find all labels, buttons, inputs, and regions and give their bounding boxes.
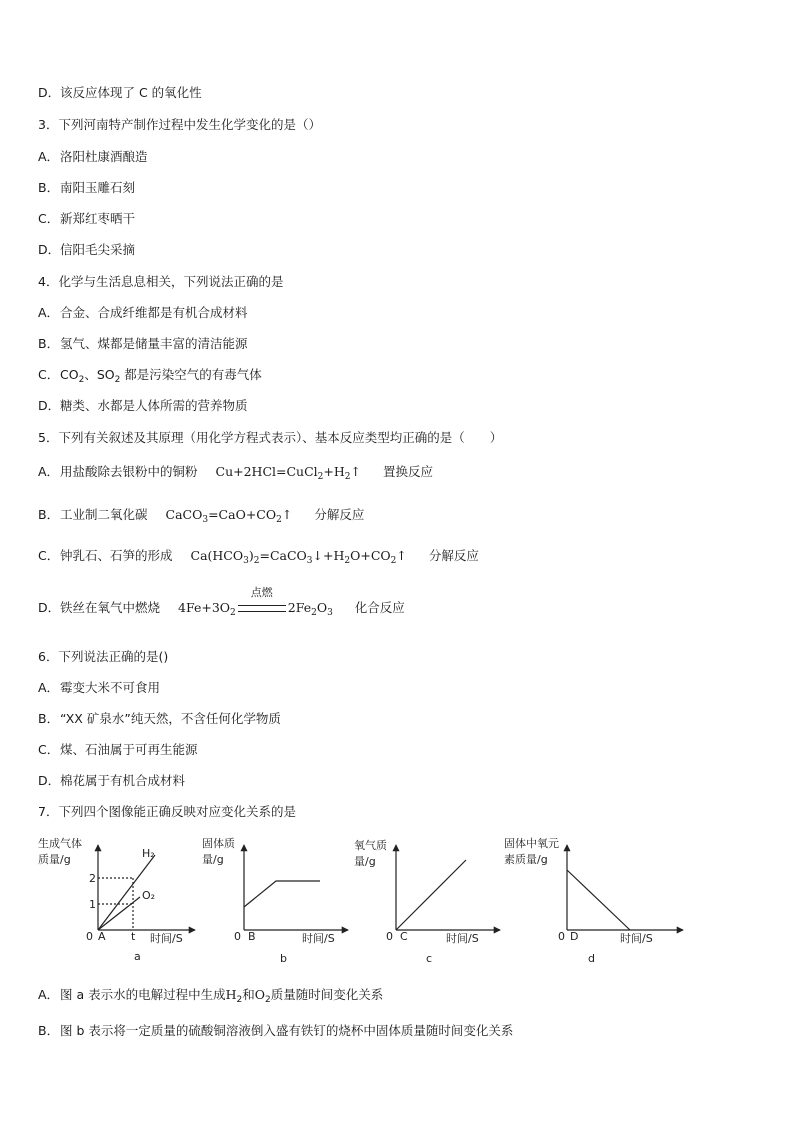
q5-stem: 5．下列有关叙述及其原理（用化学方程式表示）、基本反应类型均正确的是（ ） [38, 430, 503, 445]
o2-mass-line [396, 860, 466, 930]
q2-option-d [38, 83, 202, 101]
option-label: B． [38, 336, 60, 351]
option-text: 洛阳杜康酒酿造 [60, 149, 148, 164]
graph-b [244, 845, 348, 930]
equation-c: $Ca(HCO_3)_2=CaCO_3↓+H_2O+CO_2↑$ [190, 548, 407, 566]
option-text: 图 b 表示将一定质量的硫酸铜溶液倒入盛有铁钉的烧杯中固体质量随时间变化关系 [60, 1023, 514, 1038]
graph-b-ylabel2: 量/g [202, 853, 224, 866]
option-label: A． [38, 987, 60, 1002]
q3-option-a [38, 147, 148, 165]
q7-option-b [38, 1021, 513, 1039]
reaction-type: 分解反应 [428, 548, 479, 563]
option-text: 氢气、煤都是储量丰富的清洁能源 [60, 336, 248, 351]
formula-h: H [225, 987, 237, 1002]
condition-text: 点燃 [250, 586, 273, 599]
option-label: A． [38, 680, 60, 695]
graph-a-origin: 0 [86, 930, 93, 943]
option-label: C． [38, 367, 60, 382]
graph-a-t: t [131, 930, 136, 943]
q5-option-a [38, 462, 433, 482]
double-line [238, 605, 286, 612]
option-text: 棉花属于有机合成材料 [60, 773, 186, 788]
graph-d-caption: d [588, 952, 595, 965]
graph-a-ylabel1: 生成气体 [38, 837, 82, 850]
option-text: 南阳玉雕石刻 [60, 180, 136, 195]
option-label: D． [38, 242, 61, 257]
q6-option-d [38, 771, 185, 789]
reaction-type: 分解反应 [314, 507, 365, 522]
reaction-condition [238, 586, 286, 615]
graph-d [567, 845, 683, 930]
graph-c-origin: 0 [386, 930, 393, 943]
option-desc: 工业制二氧化碳 [60, 507, 148, 522]
q5-option-d [38, 586, 405, 618]
graph-d-origin: 0 [558, 930, 565, 943]
graph-a-o2: O₂ [142, 889, 156, 902]
option-text: 煤、石油属于可再生能源 [60, 742, 198, 757]
q4-option-c [38, 365, 262, 385]
q3-stem: 3．下列河南特产制作过程中发生化学变化的是（） [38, 117, 321, 132]
q6-stem: 6．下列说法正确的是() [38, 649, 169, 664]
option-text: “XX 矿泉水”纯天然，不含任何化学物质 [60, 711, 281, 726]
subscript: 2 [236, 995, 243, 1005]
graph-a-y2: 2 [89, 872, 96, 885]
graph-c [396, 845, 500, 930]
q6-option-b [38, 709, 281, 727]
q3-option-c [38, 209, 135, 227]
option-label: B． [38, 1023, 60, 1038]
graph-b-start: B [248, 930, 256, 943]
option-text: 图 a 表示水的电解过程中生成 [60, 987, 226, 1002]
q4-option-d [38, 396, 248, 414]
graph-c-caption: c [426, 952, 433, 965]
formula-o: O [254, 987, 266, 1002]
option-desc: 用盐酸除去银粉中的铜粉 [60, 464, 198, 479]
option-text: 信阳毛尖采摘 [60, 242, 136, 257]
graph-d-ylabel1: 固体中氧元 [504, 837, 559, 850]
graph-d-ylabel2: 素质量/g [504, 853, 548, 866]
formula-so2: 、SO [84, 367, 115, 382]
subscript: 2 [114, 375, 121, 385]
option-text: 新郑红枣晒干 [60, 211, 136, 226]
graph-b-origin: 0 [234, 930, 241, 943]
option-text: 霉变大米不可食用 [60, 680, 161, 695]
graph-c-start: C [400, 930, 408, 943]
option-label: C． [38, 548, 60, 563]
graph-d-start: D [570, 930, 579, 943]
q7-graphs [30, 825, 690, 970]
option-label: B． [38, 507, 60, 522]
equation-d: $4Fe+3O_2$ 点燃 $2Fe_2O_3$ [178, 586, 333, 618]
graph-a-caption: a [134, 950, 141, 963]
option-text: 合金、合成纤维都是有机合成材料 [60, 305, 248, 320]
option-text: 都是污染空气的有毒气体 [120, 367, 262, 382]
graph-a-h2: H₂ [142, 847, 155, 860]
q5-option-c [38, 546, 479, 566]
option-desc: 钟乳石、石笋的形成 [60, 548, 173, 563]
option-label: D． [38, 85, 61, 100]
graph-a-ylabel2: 质量/g [38, 853, 71, 866]
option-label: B． [38, 711, 60, 726]
reaction-type: 置换反应 [382, 464, 433, 479]
graph-c-ylabel2: 量/g [354, 855, 376, 868]
graph-b-ylabel1: 固体质 [202, 837, 235, 850]
option-label: A． [38, 464, 60, 479]
graph-a-xlabel: 时间/S [150, 932, 183, 945]
equation-b: $CaCO_3=CaO+CO_2↑$ [165, 507, 293, 525]
q4-option-a [38, 303, 248, 321]
mass-line [244, 881, 320, 907]
formula-co2: CO [60, 367, 79, 382]
graph-b-caption: b [280, 952, 287, 965]
option-label: D． [38, 600, 61, 615]
subscript: 2 [78, 375, 85, 385]
option-label: A． [38, 305, 60, 320]
equation-a: $Cu+2HCl=CuCl_2+H_2↑$ [215, 464, 361, 482]
option-desc: 铁丝在氧气中燃烧 [60, 600, 161, 615]
q3-option-b [38, 178, 135, 196]
q4-option-b [38, 334, 248, 352]
reaction-type: 化合反应 [354, 600, 405, 615]
option-label: A． [38, 149, 60, 164]
q6-option-a [38, 678, 160, 696]
q6-option-c [38, 740, 198, 758]
graph-d-xlabel: 时间/S [620, 932, 653, 945]
graph-c-ylabel1: 氧气质 [354, 839, 387, 852]
option-label: D． [38, 773, 61, 788]
option-label: C． [38, 211, 60, 226]
option-label: B． [38, 180, 60, 195]
q4-stem: 4．化学与生活息息相关，下列说法正确的是 [38, 274, 284, 289]
q3-option-d [38, 240, 135, 258]
q7-stem: 7．下列四个图像能正确反映对应变化关系的是 [38, 804, 296, 819]
subscript: 2 [265, 995, 271, 1005]
option-text-end: 质量随时间变化关系 [270, 987, 384, 1002]
option-label: D． [38, 398, 61, 413]
option-label: C． [38, 742, 60, 757]
q5-option-b [38, 505, 364, 525]
conjunction: 和 [242, 987, 255, 1002]
graph-a-y1: 1 [89, 898, 96, 911]
option-text: 糖类、水都是人体所需的营养物质 [60, 398, 248, 413]
graph-c-xlabel: 时间/S [446, 932, 479, 945]
graph-a-start: A [98, 930, 106, 943]
q7-option-a [38, 985, 383, 1005]
option-text: 该反应体现了 C 的氧化性 [60, 85, 202, 100]
graph-b-xlabel: 时间/S [302, 932, 335, 945]
oxygen-element-line [567, 870, 630, 930]
